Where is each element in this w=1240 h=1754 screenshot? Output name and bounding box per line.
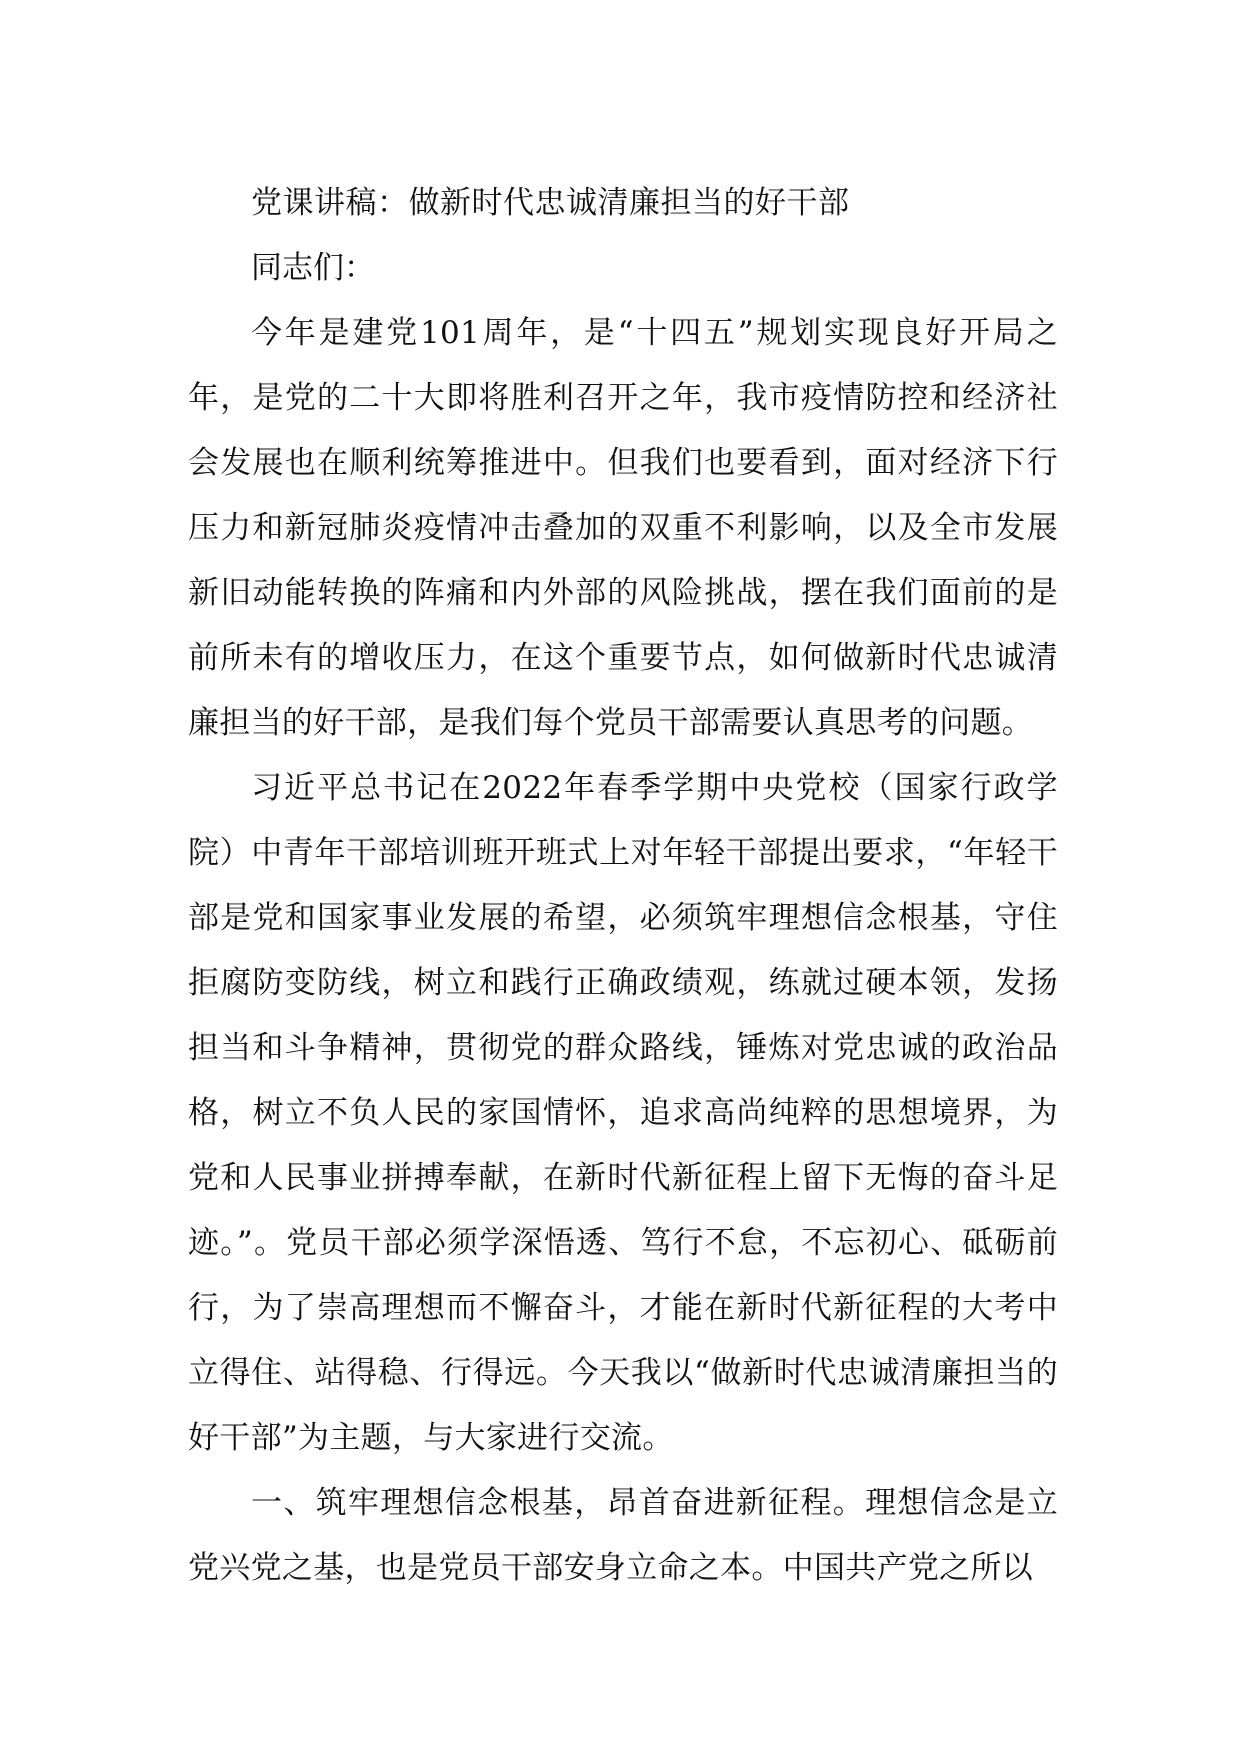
paragraph-section-one: 一、筑牢理想信念根基，昂首奋进新征程。理想信念是立党兴党之基，也是党员干部安身立命之本。中国共产党之所以 — [188, 1485, 1058, 1586]
document-body — [188, 171, 1058, 1601]
document-title: 党课讲稿：做新时代忠诚清廉担当的好干部 — [251, 185, 850, 221]
paragraph-intro: 今年是建党101周年，是“十四五”规划实现良好开局之年，是党的二十大即将胜利召开之年，我市疫情防控和经济社会发展也在顺利统筹推进中。但我们也要看到，面对经济下行压力和新冠肺炎疫情冲击叠加的双重不利影响，以及全市发展新旧动能转换的阵痛和内外部的风险挑战，摆在我们面前的是前所未有的增收压力，在这个重要节点，如何做新时代忠诚清廉担当的好干部，是我们每个党员干部需要认真思考的问题。 — [188, 315, 1058, 741]
paragraph-quote: 习近平总书记在2022年春季学期中央党校（国家行政学院）中青年干部培训班开班式上对年轻干部提出要求，“年轻干部是党和国家事业发展的希望，必须筑牢理想信念根基，守住拒腐防变防线，树立和践行正确政绩观，练就过硬本领，发扬担当和斗争精神，贯彻党的群众路线，锤炼对党忠诚的政治品格，树立不负人民的家国情怀，追求高尚纯粹的思想境界，为党和人民事业拼搏奉献，在新时代新征程上留下无悔的奋斗足迹。”。党员干部必须学深悟透、笃行不怠，不忘初心、砥砺前行，为了崇高理想而不懈奋斗，才能在新时代新征程的大考中立得住、站得稳、行得远。今天我以“做新时代忠诚清廉担当的好干部”为主题，与大家进行交流。 — [188, 770, 1058, 1456]
salutation: 同志们： — [251, 250, 375, 286]
